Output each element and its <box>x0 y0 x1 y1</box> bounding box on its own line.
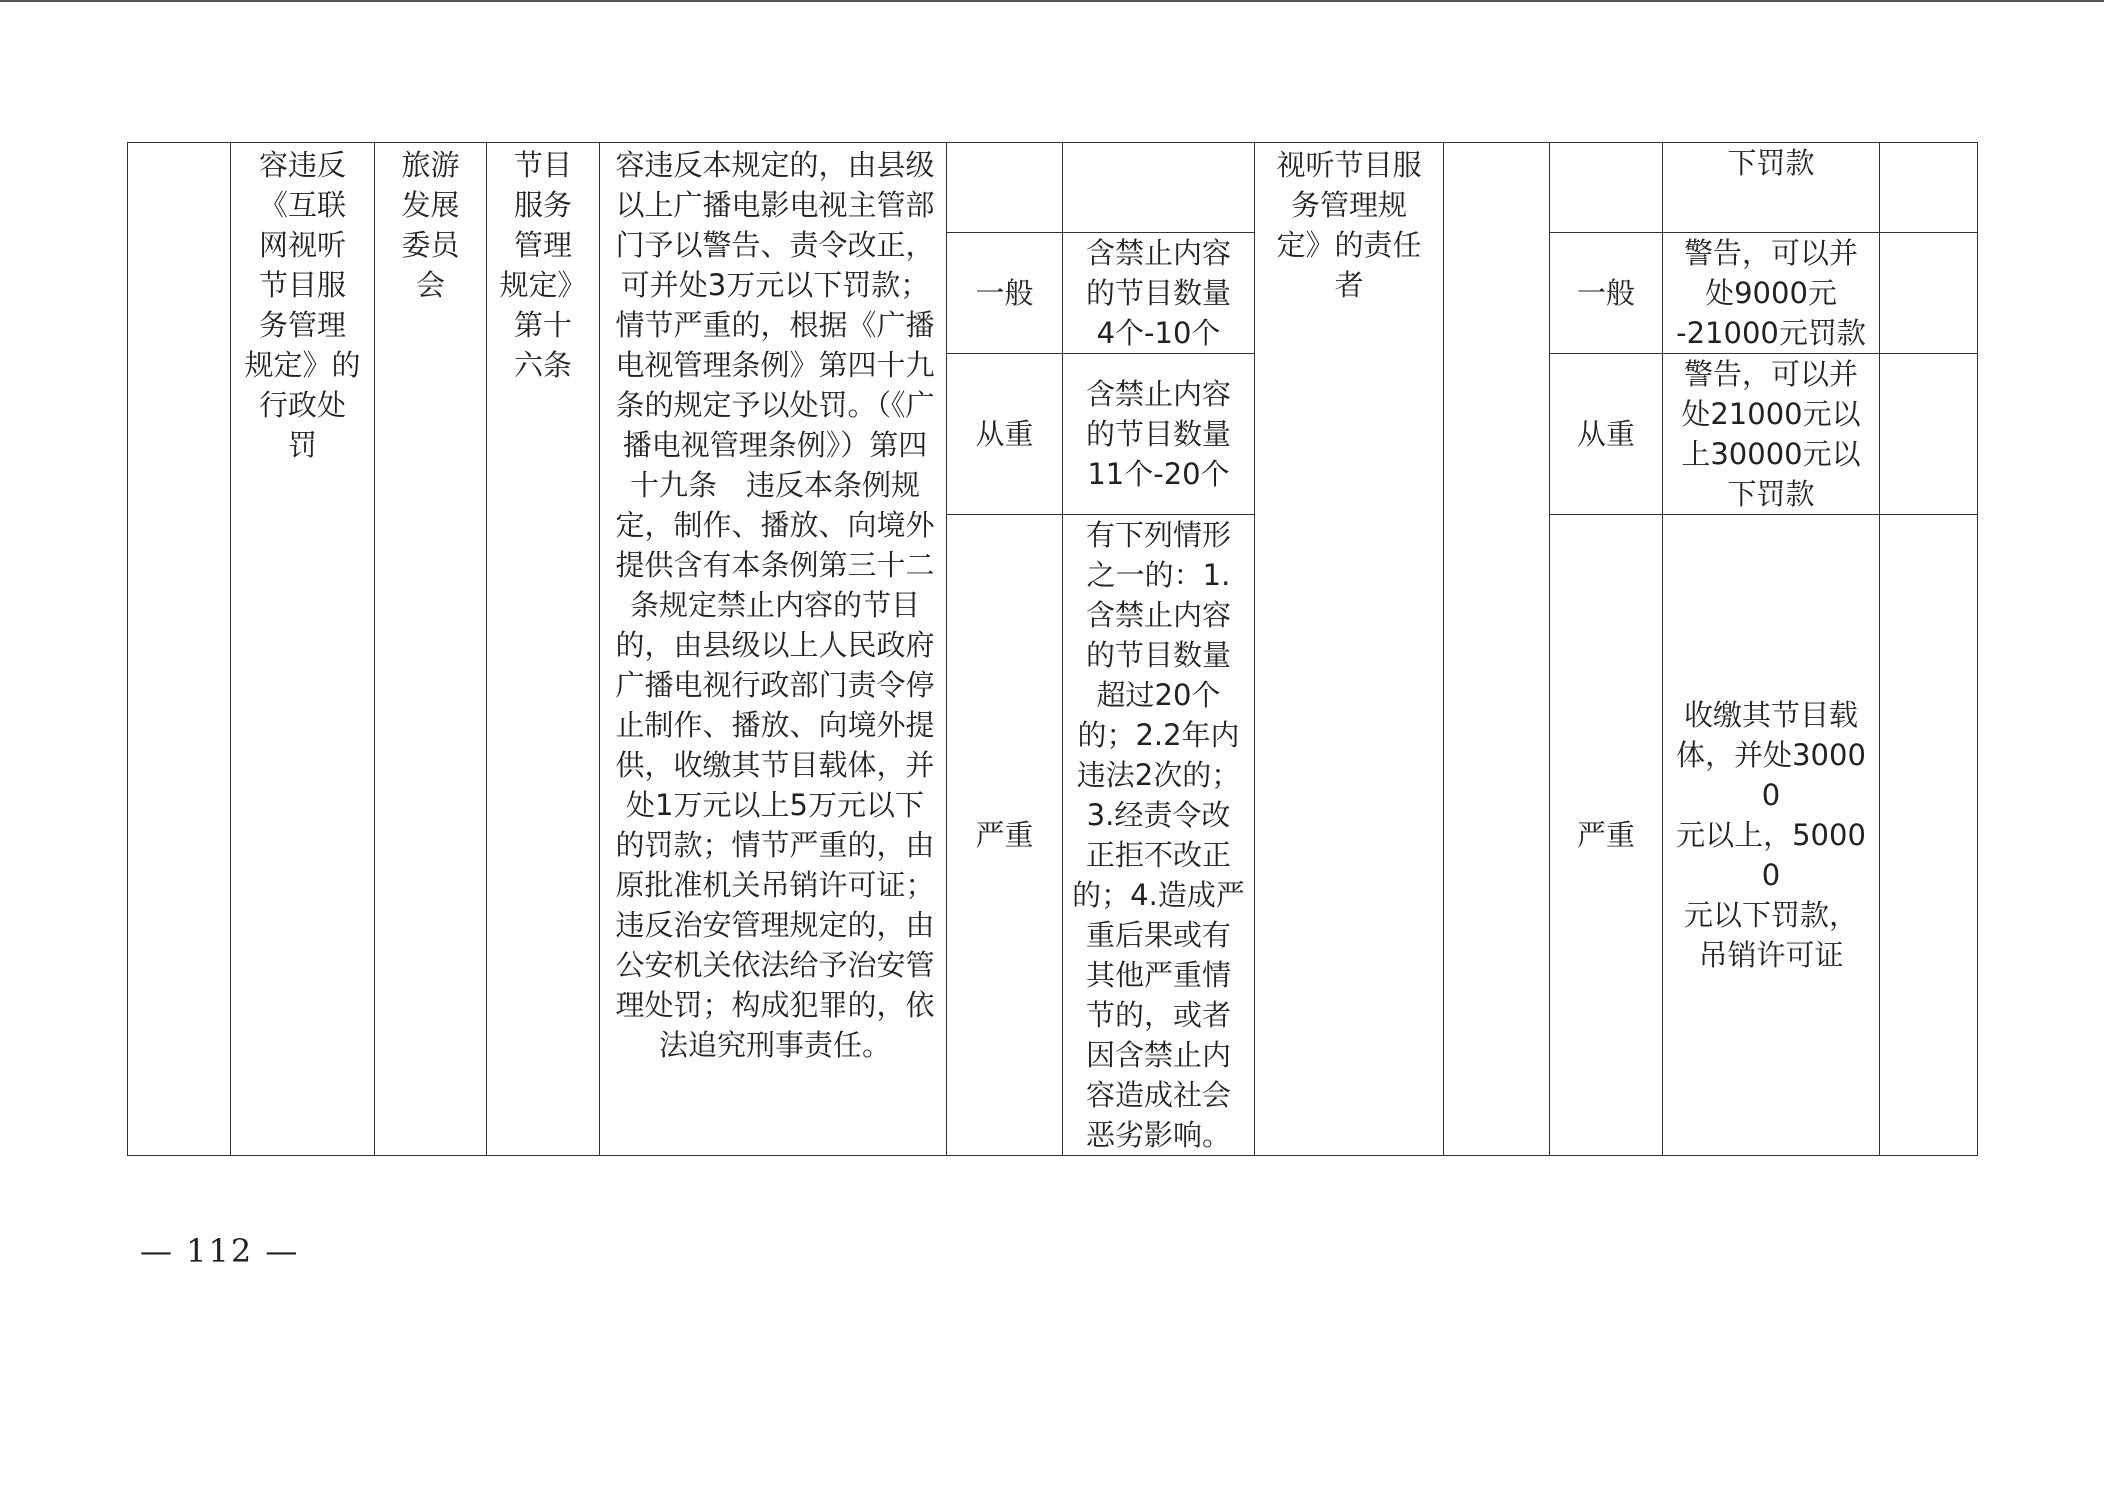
grade-cell: 一般 <box>1550 233 1663 354</box>
remark-cell <box>1880 143 1978 233</box>
item-name-cell: 容违反 《互联 网视听 节目服 务管理 规定》的 行政处 罚 <box>231 143 375 1156</box>
page-top-border <box>0 0 2104 2</box>
penalty-cell: 警告，可以并 处9000元 -21000元罚款 <box>1663 233 1880 354</box>
grade-cell <box>1550 143 1663 233</box>
grade-cell: 从重 <box>947 354 1063 515</box>
penalty-cell: 警告，可以并 处21000元以 上30000元以 下罚款 <box>1663 354 1880 515</box>
standard-cell: 含禁止内容 的节目数量 4个-10个 <box>1063 233 1255 354</box>
grade-cell: 一般 <box>947 233 1063 354</box>
standard-cell: 有下列情形 之一的：1. 含禁止内容 的节目数量 超过20个 的；2.2年内 违法2次的； 3.经责令改 正拒不改正 的；4.造成严 重后果或有 其他严重情 节的，或者 因含禁止内 容造成社会 恶劣影响。 <box>1063 515 1255 1156</box>
seq-cell <box>128 143 231 1156</box>
penalty-cell: 收缴其节目载 体，并处30000 元以上，50000 元以下罚款， 吊销许可证 <box>1663 515 1880 1156</box>
liable-subject-cell: 视听节目服 务管理规 定》的责任 者 <box>1255 143 1444 1156</box>
remark-cell <box>1880 515 1978 1156</box>
grade-cell: 严重 <box>947 515 1063 1156</box>
department-cell: 旅游 发展 委员 会 <box>375 143 487 1156</box>
standard-cell: 含禁止内容 的节目数量 11个-20个 <box>1063 354 1255 515</box>
grade-cell <box>947 143 1063 233</box>
table-row <box>128 143 1978 233</box>
page-number: — 112 — <box>140 1232 300 1270</box>
grade-cell: 严重 <box>1550 515 1663 1156</box>
legal-basis-cell: 容违反本规定的，由县级以上广播电影电视主管部门予以警告、责令改正，可并处3万元以下罚款；情节严重的，根据《广播电视管理条例》第四十九条的规定予以处罚。（《广播电视管理条例》）第四十九条 违反本条例规定，制作、播放、向境外提供含有本条例第三十二条规定禁止内容的节目的，由县级以上人民政府广播电视行政部门责令停止制作、播放、向境外提供，收缴其节目载体，并处1万元以上5万元以下的罚款；情节严重的，由原批准机关吊销许可证；违反治安管理规定的，由公安机关依法给予治安管理处罚；构成犯罪的，依法追究刑事责任。 <box>600 143 947 1156</box>
remark-cell <box>1880 233 1978 354</box>
penalty-cell: 下罚款 <box>1663 143 1880 233</box>
standard-cell <box>1063 143 1255 233</box>
penalty-standard-table <box>127 142 1978 1156</box>
remark-cell <box>1880 354 1978 515</box>
grade-cell: 从重 <box>1550 354 1663 515</box>
legal-article-cell: 节目 服务 管理 规定》 第十 六条 <box>487 143 600 1156</box>
blank-cell <box>1444 143 1550 1156</box>
